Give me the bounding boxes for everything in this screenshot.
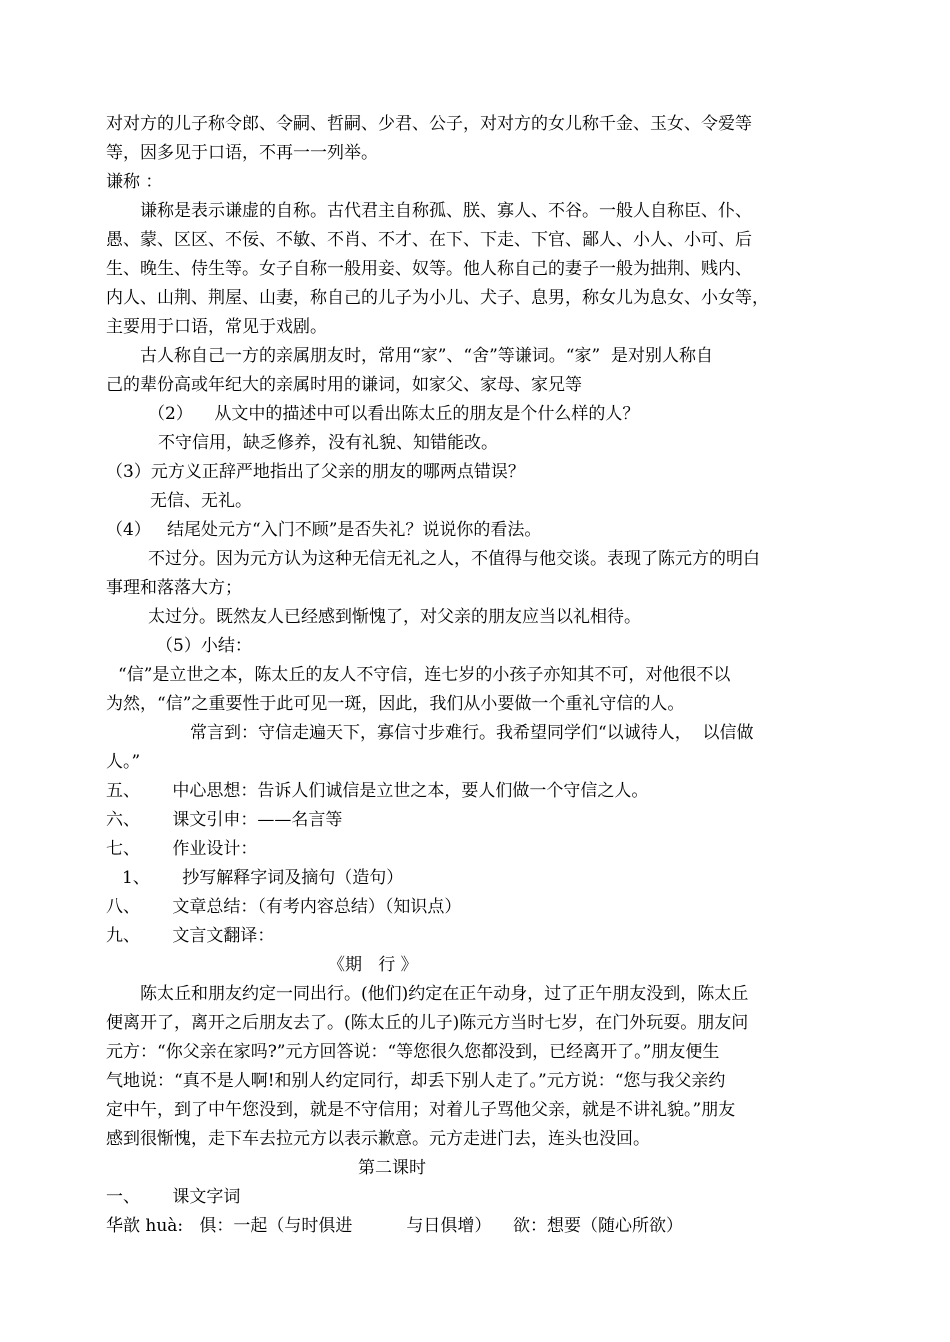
question-line: （3）元方义正辞严地指出了父亲的朋友的哪两点错误？ (106, 462, 525, 482)
text-line: 内人、山荆、荆屋、山妻，称自己的儿子为小儿、犬子、息男，称女儿为息女、小女等， (106, 288, 769, 308)
text-line: 古人称自己一方的亲属朋友时，常用“家”、“舍”等谦词。“家” 是对别人称自 (140, 346, 713, 366)
outline-item: 五、 中心思想：告诉人们诚信是立世之本，要人们做一个守信之人。 (106, 781, 649, 801)
text-line: 对对方的儿子称令郎、令嗣、哲嗣、少君、公子，对对方的女儿称千金、玉女、令爱等 (106, 114, 752, 134)
text-line: 生、晚生、侍生等。女子自称一般用妾、奴等。他人称自己的妻子一般为拙荆、贱内、 (106, 259, 752, 279)
outline-item: 六、 课文引申：——名言等 (106, 810, 343, 830)
text-line: 谦称是表示谦虚的自称。古代君主自称孤、朕、寡人、不谷。一般人自称臣、仆、 (140, 201, 752, 221)
text-line: “信”是立世之本，陈太丘的友人不守信，连七岁的小孩子亦知其不可，对他很不以 (118, 665, 731, 685)
text-line: 主要用于口语，常见于戏剧。 (106, 317, 327, 337)
answer-line: 不过分。因为元方认为这种无信无礼之人，不值得与他交谈。表现了陈元方的明白 (148, 549, 760, 569)
outline-item: 一、 课文字词 (106, 1187, 241, 1207)
text-line: 陈太丘和朋友约定一同出行。(他们)约定在正午动身，过了正午朋友没到，陈太丘 (140, 984, 749, 1004)
text-line: 常言到：守信走遍天下，寡信寸步难行。我希望同学们“以诚待人， 以信做 (190, 723, 754, 743)
section-heading: 谦称 ： (106, 172, 163, 192)
outline-item: 九、 文言文翻译： (106, 926, 275, 946)
text-line: 人。” (106, 752, 141, 772)
answer-line: 无信、无礼。 (150, 491, 252, 511)
text-line: 己的辈份高或年纪大的亲属时用的谦词，如家父、家母、家兄等 (106, 375, 582, 395)
outline-subitem: 1、 抄写解释字词及摘句（造句） (122, 868, 404, 888)
question-line: （2） 从文中的描述中可以看出陈太丘的朋友是个什么样的人？ (148, 404, 640, 424)
text-line: 为然，“信”之重要性于此可见一斑，因此，我们从小要做一个重礼守信的人。 (106, 694, 685, 714)
question-line: （4） 结尾处元方“入门不顾”是否失礼？说说你的看法。 (106, 520, 542, 540)
outline-item: 八、 文章总结：（有考内容总结）（知识点） (106, 897, 462, 917)
text-line: 元方：“你父亲在家吗?”元方回答说：“等您很久您都没到，已经离开了。”朋友便生 (106, 1042, 720, 1062)
answer-line: 事理和落落大方； (106, 578, 242, 598)
translation-title: 《期 行 》 (328, 955, 418, 975)
text-line: 感到很惭愧，走下车去拉元方以表示歉意。元方走进门去，连头也没回。 (106, 1129, 650, 1149)
summary-heading: （5）小结： (156, 636, 252, 656)
text-line: 气地说：“真不是人啊!和别人约定同行，却丢下别人走了。”元方说：“您与我父亲约 (106, 1071, 726, 1091)
text-line: 愚、蒙、区区、不佞、不敏、不肖、不才、在下、下走、下官、鄙人、小人、小可、后 (106, 230, 752, 250)
answer-line: 太过分。既然友人已经感到惭愧了，对父亲的朋友应当以礼相待。 (148, 607, 641, 627)
answer-line: 不守信用，缺乏修养，没有礼貌、知错能改。 (158, 433, 498, 453)
lesson-heading: 第二课时 (358, 1158, 426, 1178)
text-line: 便离开了，离开之后朋友去了。(陈太丘的儿子)陈元方当时七岁，在门外玩耍。朋友问 (106, 1013, 749, 1033)
outline-item: 七、 作业设计： (106, 839, 258, 859)
vocab-line: 华歆 huà: 俱：一起（与时俱进 与日俱增） 欲：想要（随心所欲） (106, 1216, 684, 1236)
text-line: 等，因多见于口语，不再一一列举。 (106, 143, 378, 163)
text-line: 定中午，到了中午您没到，就是不守信用；对着儿子骂他父亲，就是不讲礼貌。”朋友 (106, 1100, 736, 1120)
